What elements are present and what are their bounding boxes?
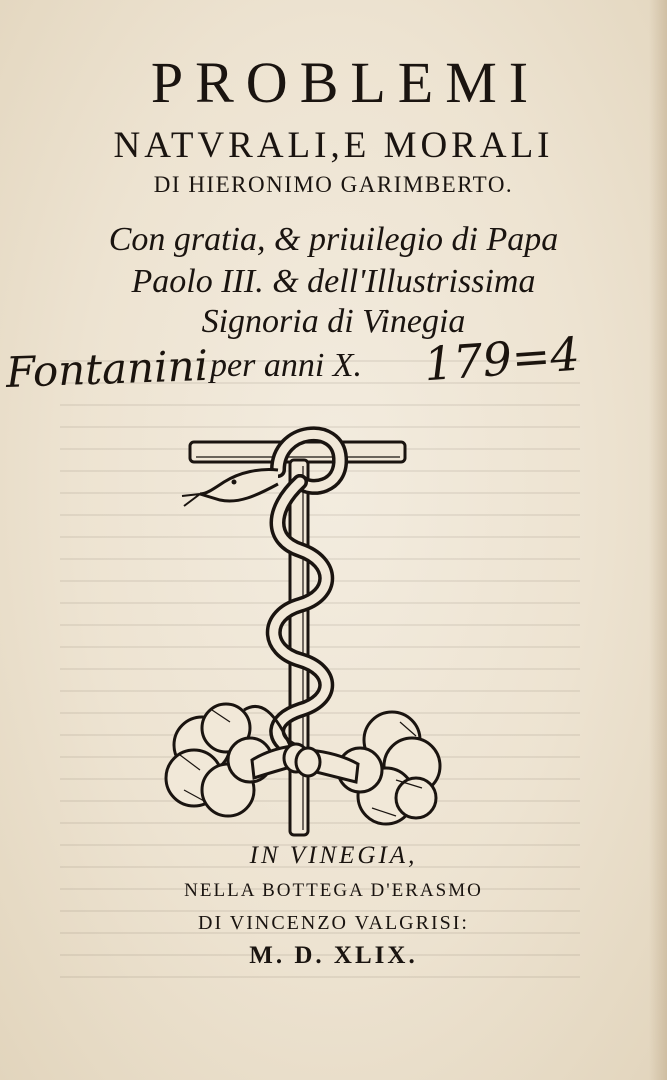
imprint-place: IN VINEGIA, <box>249 842 418 869</box>
handwritten-name: Fontanini <box>5 340 209 397</box>
imprint-printer: DI VINCENZO VALGRISI: <box>198 912 469 934</box>
privilege-line-2: Paolo III. & dell'Illustrissima <box>131 263 536 300</box>
printers-device-woodcut <box>160 410 450 850</box>
handwritten-shelfmark: 179=4 <box>422 326 582 392</box>
imprint-shop: NELLA BOTTEGA D'ERASMO <box>184 880 483 901</box>
author-line: DI HIERONIMO GARIMBERTO. <box>153 172 514 197</box>
privilege-line-4: per anni X. <box>210 347 363 384</box>
title-line-1: PROBLEMI <box>150 50 541 115</box>
privilege-line-3: Signoria di Vinegia <box>201 303 466 340</box>
imprint-year: M. D. XLIX. <box>249 942 418 969</box>
privilege-line-1: Con gratia, & priuilegio di Papa <box>108 221 559 258</box>
title-line-2: NATVRALI,E MORALI <box>113 125 554 166</box>
